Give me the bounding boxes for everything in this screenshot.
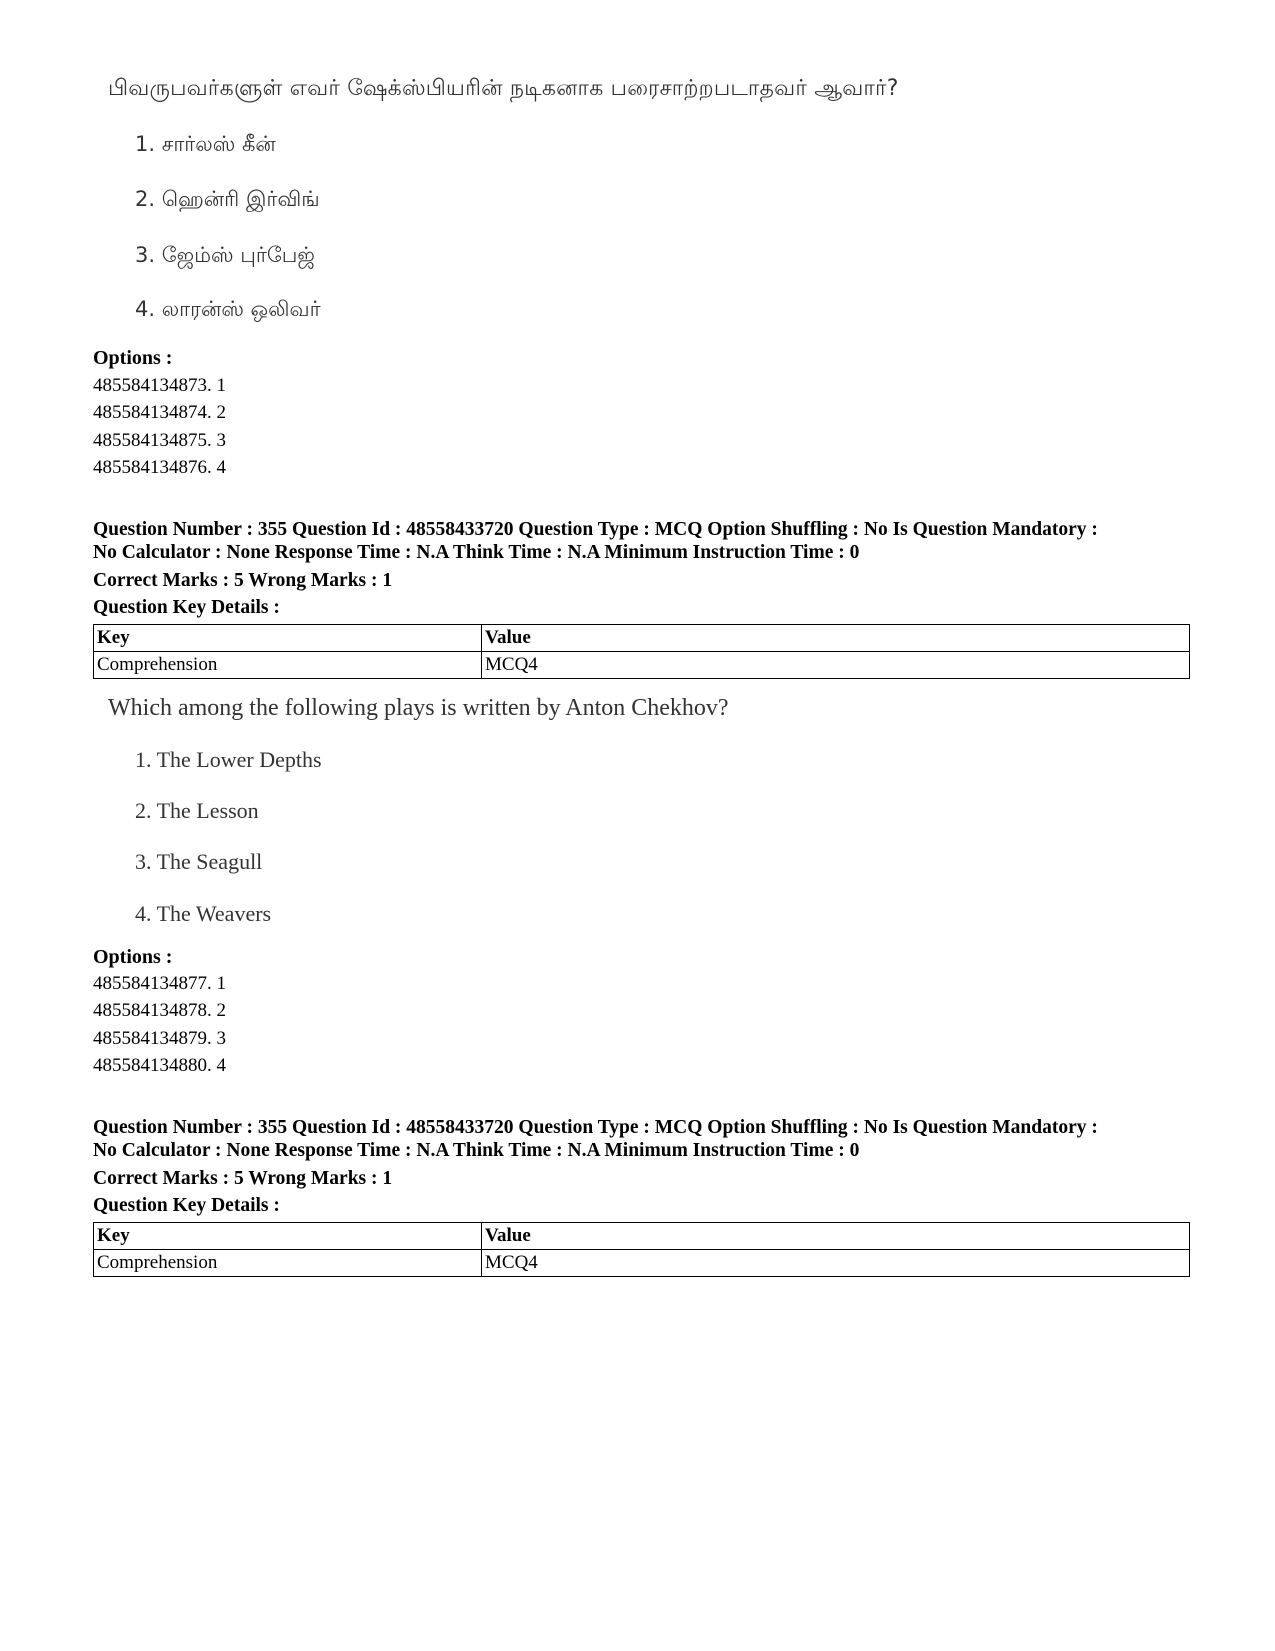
- options-a-item-2: 485584134874. 2: [93, 402, 226, 423]
- question-a-choice-1: 1. சார்லஸ் கீன்: [135, 132, 276, 156]
- key-details-2-table: [93, 1222, 1190, 1277]
- question-b-choice-4: 4. The Weavers: [135, 901, 272, 926]
- table-header-key: Key: [94, 625, 482, 652]
- options-b-item-4: 485584134880. 4: [93, 1055, 226, 1076]
- question-b-text: Which among the following plays is written by Anton Chekhov?: [108, 695, 729, 721]
- question-meta-1-line-1: Question Number : 355 Question Id : 48558433720 Question Type : MCQ Option Shuffling : No Is Question Mandatory :: [93, 519, 1098, 540]
- table-cell-key: Comprehension: [94, 1250, 482, 1277]
- question-meta-1-line-2: No Calculator : None Response Time : N.A Think Time : N.A Minimum Instruction Time : 0: [93, 542, 860, 563]
- question-a-choice-2: 2. ஹென்ரி இர்விங்: [135, 187, 320, 211]
- question-b-choice-2: 2. The Lesson: [135, 798, 259, 823]
- question-b-choice-1: 1. The Lower Depths: [135, 747, 322, 772]
- marks-1: Correct Marks : 5 Wrong Marks : 1: [93, 570, 393, 591]
- marks-2: Correct Marks : 5 Wrong Marks : 1: [93, 1168, 393, 1189]
- options-a-item-3: 485584134875. 3: [93, 430, 226, 451]
- table-row: [94, 652, 1190, 679]
- question-meta-2-line-1: Question Number : 355 Question Id : 48558433720 Question Type : MCQ Option Shuffling : No Is Question Mandatory :: [93, 1117, 1098, 1138]
- question-b-choice-3: 3. The Seagull: [135, 849, 263, 874]
- options-a-label: Options :: [93, 347, 173, 369]
- options-b-item-3: 485584134879. 3: [93, 1028, 226, 1049]
- table-header-value: Value: [482, 625, 1190, 652]
- question-meta-2-line-2: No Calculator : None Response Time : N.A Think Time : N.A Minimum Instruction Time : 0: [93, 1140, 860, 1161]
- question-a-choice-4: 4. லாரன்ஸ் ஒலிவர்: [135, 297, 321, 321]
- key-details-1-table: [93, 624, 1190, 679]
- table-header-key: Key: [94, 1223, 482, 1250]
- options-b-item-2: 485584134878. 2: [93, 1000, 226, 1021]
- table-cell-key: Comprehension: [94, 652, 482, 679]
- table-row: [94, 1250, 1190, 1277]
- table-header-row: [94, 625, 1190, 652]
- options-a-item-4: 485584134876. 4: [93, 457, 226, 478]
- question-a-text: பிவருபவர்களுள் எவர் ஷேக்ஸ்பியரின் நடிகனாக பரைசாற்றபடாதவர் ஆவார்?: [108, 76, 899, 101]
- key-details-2-label: Question Key Details :: [93, 1195, 280, 1216]
- table-cell-value: MCQ4: [482, 652, 1190, 679]
- table-header-value: Value: [482, 1223, 1190, 1250]
- key-details-1-label: Question Key Details :: [93, 597, 280, 618]
- options-b-label: Options :: [93, 946, 173, 968]
- question-a-choice-3: 3. ஜேம்ஸ் புர்பேஜ்: [135, 243, 315, 267]
- options-a-item-1: 485584134873. 1: [93, 375, 226, 396]
- table-header-row: [94, 1223, 1190, 1250]
- table-cell-value: MCQ4: [482, 1250, 1190, 1277]
- options-b-item-1: 485584134877. 1: [93, 973, 226, 994]
